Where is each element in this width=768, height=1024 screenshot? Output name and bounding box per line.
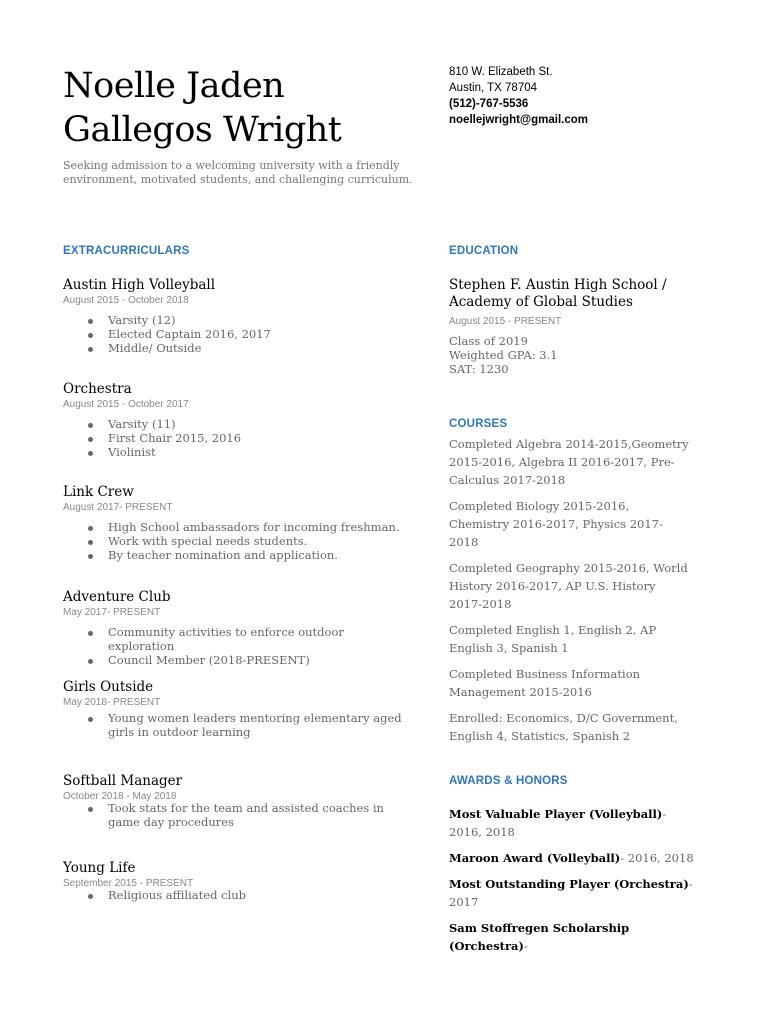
objective-line-1: Seeking admission to a welcoming university with a friendly (63, 159, 400, 172)
activity-title: Young Life (63, 860, 136, 876)
sat-score: SAT: 1230 (449, 361, 509, 376)
award-item (449, 875, 694, 911)
activity-entry (63, 589, 413, 667)
school-name-line-2: Academy of Global Studies (449, 294, 633, 310)
courses-section (449, 416, 689, 753)
award-item (449, 805, 694, 841)
course-item: Completed Business Information Management 2015-2016 (449, 667, 641, 699)
bullet-item: Council Member (2018-PRESENT) (63, 654, 413, 668)
bullet-item: Middle/ Outside (63, 342, 413, 356)
activity-date: May 2018- PRESENT (63, 697, 161, 708)
contact-phone: (512)-767-5536 (449, 98, 529, 110)
bullet-item: Varsity (11) (63, 418, 413, 432)
activity-entry (63, 277, 413, 355)
award-title: Sam Stoffregen Scholarship (Orchestra) (449, 921, 630, 953)
class-year: Class of 2019 (449, 334, 528, 348)
bullet-item: Young women leaders mentoring elementary aged girls in outdoor learning (63, 712, 413, 740)
school-name-line-1: Stephen F. Austin High School / (449, 277, 667, 293)
contact-info (449, 64, 729, 128)
activity-date: September 2015 - PRESENT (63, 878, 194, 889)
activity-date: May 2017- PRESENT (63, 607, 161, 618)
activity-title: Girls Outside (63, 679, 154, 695)
activity-title: Adventure Club (63, 589, 171, 605)
bullet-item: Took stats for the team and assisted coaches in game day procedures (63, 802, 413, 830)
activity-title: Austin High Volleyball (63, 277, 216, 293)
course-item: Completed English 1, English 2, AP English 3, Spanish 1 (449, 623, 657, 655)
activity-title: Softball Manager (63, 773, 183, 789)
education-heading: EDUCATION (449, 245, 519, 257)
award-item (449, 919, 694, 955)
activity-bullets (63, 712, 413, 740)
award-years: - 2016, 2018 (620, 851, 694, 865)
bullet-item: High School ambassadors for incoming freshman. (63, 521, 413, 535)
objective-statement (63, 159, 413, 187)
course-item: Enrolled: Economics, D/C Government, English 4, Statistics, Spanish 2 (449, 711, 678, 743)
candidate-name (63, 64, 443, 152)
bullet-item: Violinist (63, 446, 413, 460)
contact-city: Austin, TX 78704 (449, 82, 538, 94)
courses-heading: COURSES (449, 418, 508, 430)
activity-entry (63, 679, 413, 740)
activity-bullets (63, 314, 413, 355)
extracurriculars-heading: EXTRACURRICULARS (63, 245, 190, 257)
objective-line-2: environment, motivated students, and challenging curriculum. (63, 173, 413, 186)
bullet-item: First Chair 2015, 2016 (63, 432, 413, 446)
bullet-item: Community activities to enforce outdoor exploration (63, 626, 413, 654)
right-column (449, 243, 709, 953)
activity-bullets (63, 889, 413, 903)
education-details (449, 335, 709, 376)
name-line-2: Gallegos Wright (63, 110, 342, 150)
activity-date: August 2015 - October 2017 (63, 399, 189, 410)
education-date: August 2015 - PRESENT (449, 316, 562, 327)
education-entry (449, 277, 709, 376)
bullet-item: Elected Captain 2016, 2017 (63, 328, 413, 342)
bullet-item: By teacher nomination and application. (63, 549, 413, 563)
award-years: - 2017 (449, 877, 693, 909)
activity-entry (63, 773, 413, 830)
activity-entry (63, 381, 413, 459)
awards-heading: AWARDS & HONORS (449, 775, 568, 787)
activity-bullets (63, 802, 413, 830)
award-title: Most Outstanding Player (Orchestra) (449, 877, 689, 891)
contact-email: noellejwright@gmail.com (449, 114, 589, 126)
award-title: Maroon Award (Volleyball) (449, 851, 621, 865)
award-item (449, 849, 694, 867)
extracurriculars-section (63, 243, 413, 902)
activity-date: August 2015 - October 2018 (63, 295, 189, 306)
contact-street: 810 W. Elizabeth St. (449, 66, 553, 78)
award-years: - (523, 939, 528, 953)
course-item: Completed Geography 2015-2016, World History 2016-2017, AP U.S. History 2017-2018 (449, 561, 688, 611)
activity-date: October 2018 - May 2018 (63, 791, 177, 802)
activity-date: August 2017- PRESENT (63, 502, 173, 513)
awards-section (449, 773, 694, 963)
activity-entry (63, 860, 413, 903)
activity-bullets (63, 418, 413, 459)
activity-bullets (63, 521, 413, 562)
name-line-1: Noelle Jaden (63, 66, 285, 106)
activity-entry (63, 484, 413, 562)
activity-bullets (63, 626, 413, 667)
bullet-item: Varsity (12) (63, 314, 413, 328)
course-item: Completed Algebra 2014-2015,Geometry 2015-2016, Algebra II 2016-2017, Pre-Calculus 2017-2018 (449, 437, 689, 487)
award-years: - 2016, 2018 (449, 807, 667, 839)
gpa: Weighted GPA: 3.1 (449, 347, 558, 362)
award-title: Most Valuable Player (Volleyball) (449, 807, 663, 821)
bullet-item: Work with special needs students. (63, 535, 413, 549)
bullet-item: Religious affiliated club (63, 889, 413, 903)
course-item: Completed Biology 2015-2016, Chemistry 2016-2017, Physics 2017-2018 (449, 499, 663, 549)
activity-title: Orchestra (63, 381, 132, 397)
activity-title: Link Crew (63, 484, 134, 500)
